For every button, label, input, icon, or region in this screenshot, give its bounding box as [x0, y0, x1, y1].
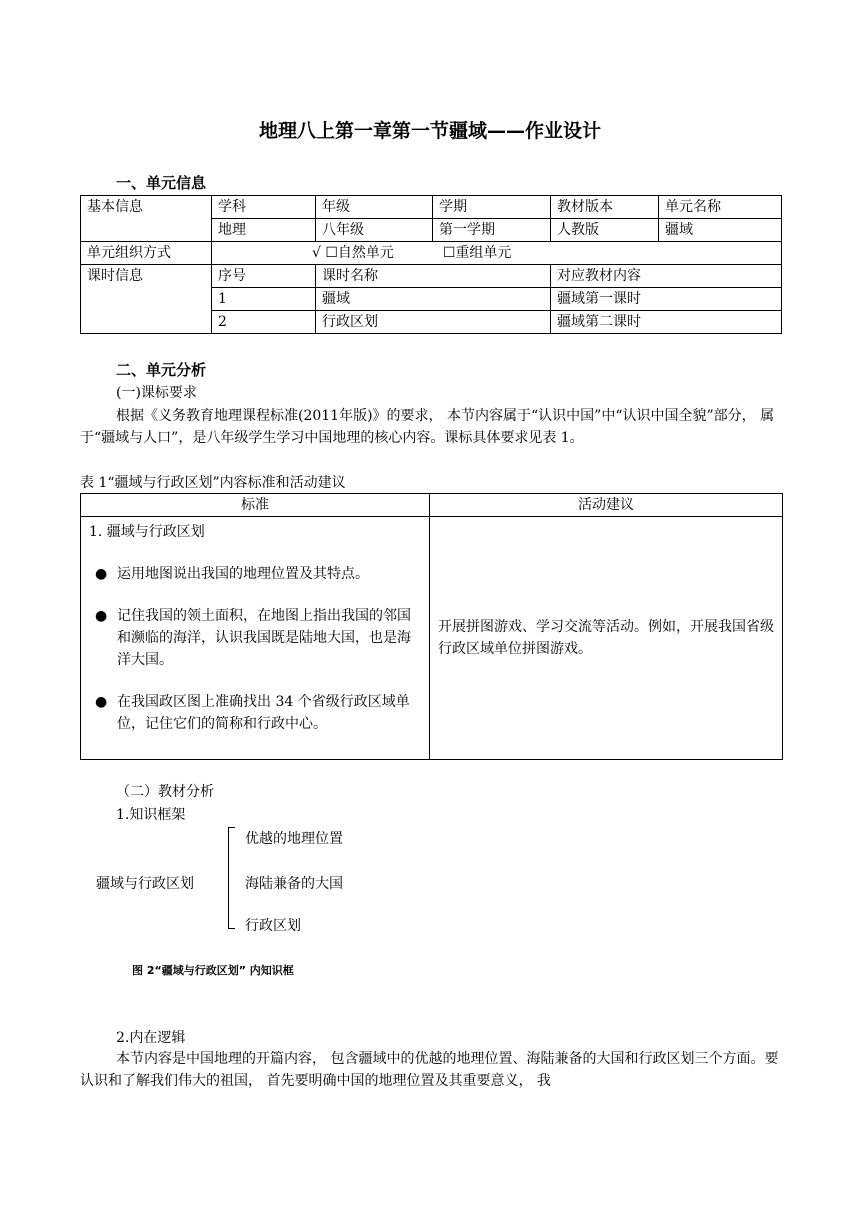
- basic-info-label: 基本信息: [81, 196, 212, 242]
- framework-brace: [228, 827, 239, 929]
- table-row: [81, 196, 782, 219]
- header-cell: 年级: [316, 196, 433, 219]
- framework-branch: 行政区划: [245, 918, 301, 934]
- value-cell: 疆域: [659, 219, 782, 242]
- list-item: [87, 605, 419, 671]
- header-cell: 课时名称: [316, 265, 551, 288]
- activity-header: 活动建议: [430, 494, 783, 517]
- lesson-label: 课时信息: [81, 265, 212, 334]
- unit-info-table: [80, 195, 782, 334]
- table-row: [81, 494, 783, 517]
- header-cell: 学科: [212, 196, 316, 219]
- org-value: √ ☐自然单元 ☐重组单元: [212, 242, 782, 265]
- lesson-no: 1: [212, 288, 316, 311]
- lesson-name: 行政区划: [316, 311, 551, 334]
- figure-caption: 图 2“疆域与行政区划” 内知识框: [132, 964, 294, 977]
- header-cell: 教材版本: [551, 196, 659, 219]
- value-cell: 人教版: [551, 219, 659, 242]
- standards-table: [80, 493, 783, 760]
- standard-item-title: 1. 疆域与行政区划: [89, 524, 205, 540]
- standards-header: 标准: [81, 494, 430, 517]
- framework-root: 疆域与行政区划: [96, 876, 194, 892]
- activity-text: 开展拼图游戏、学习交流等活动。例如，开展我国省级行政区域单位拼图游戏。: [438, 619, 774, 657]
- subheading-curriculum: (一)课标要求: [116, 385, 197, 401]
- lesson-content: 疆域第一课时: [551, 288, 782, 311]
- lesson-content: 疆域第二课时: [551, 311, 782, 334]
- bullet-icon: ●: [95, 608, 108, 624]
- logic-heading: 2.内在逻辑: [116, 1030, 186, 1046]
- standards-cell: [81, 517, 430, 760]
- section-heading-unit-info: 一、单元信息: [116, 174, 207, 192]
- table-row: [81, 517, 783, 760]
- lesson-name: 疆域: [316, 288, 551, 311]
- value-cell: 地理: [212, 219, 316, 242]
- header-cell: 学期: [433, 196, 551, 219]
- activity-cell: [430, 517, 783, 760]
- framework-branch: 优越的地理位置: [245, 831, 343, 847]
- bullet-text: 记住我国的领土面积，在地图上指出我国的邻国和濒临的海洋，认识我国既是陆地大国，也是海洋大国。: [117, 608, 411, 668]
- page-title: 地理八上第一章第一节疆域——作业设计: [258, 120, 601, 142]
- header-cell: 序号: [212, 265, 316, 288]
- list-item: [87, 691, 419, 735]
- value-cell: 第一学期: [433, 219, 551, 242]
- bullet-text: 在我国政区图上准确找出 34 个省级行政区域单位，记住它们的简称和行政中心。: [117, 694, 410, 732]
- knowledge-framework-heading: 1.知识框架: [116, 807, 186, 823]
- value-cell: 八年级: [316, 219, 433, 242]
- curriculum-paragraph: 根据《义务教育地理课程标准(2011年版)》的要求， 本节内容属于“认识中国”中“认识中国全貌”部分， 属于“疆域与人口”，是八年级学生学习中国地理的核心内容。课标具体要求见表 1。: [80, 408, 775, 446]
- framework-branch: 海陆兼备的大国: [245, 876, 343, 892]
- org-label: 单元组织方式: [81, 242, 212, 265]
- bullet-icon: ●: [95, 694, 108, 710]
- header-cell: 单元名称: [659, 196, 782, 219]
- logic-paragraph: 本节内容是中国地理的开篇内容， 包含疆域中的优越的地理位置、海陆兼备的大国和行政区划三个方面。要认识和了解我们伟大的祖国， 首先要明确中国的地理位置及其重要意义， 我: [80, 1051, 779, 1089]
- bullet-text: 运用地图说出我国的地理位置及其特点。: [117, 566, 369, 582]
- header-cell: 对应教材内容: [551, 265, 782, 288]
- subheading-textbook: （二）教材分析: [116, 784, 214, 800]
- bullet-icon: ●: [95, 566, 108, 582]
- section-heading-unit-analysis: 二、单元分析: [116, 361, 207, 379]
- table-caption: 表 1“疆域与行政区划”内容标准和活动建议: [80, 475, 346, 491]
- lesson-no: 2: [212, 311, 316, 334]
- table-row: [81, 265, 782, 288]
- list-item: [87, 563, 419, 585]
- table-row: [81, 242, 782, 265]
